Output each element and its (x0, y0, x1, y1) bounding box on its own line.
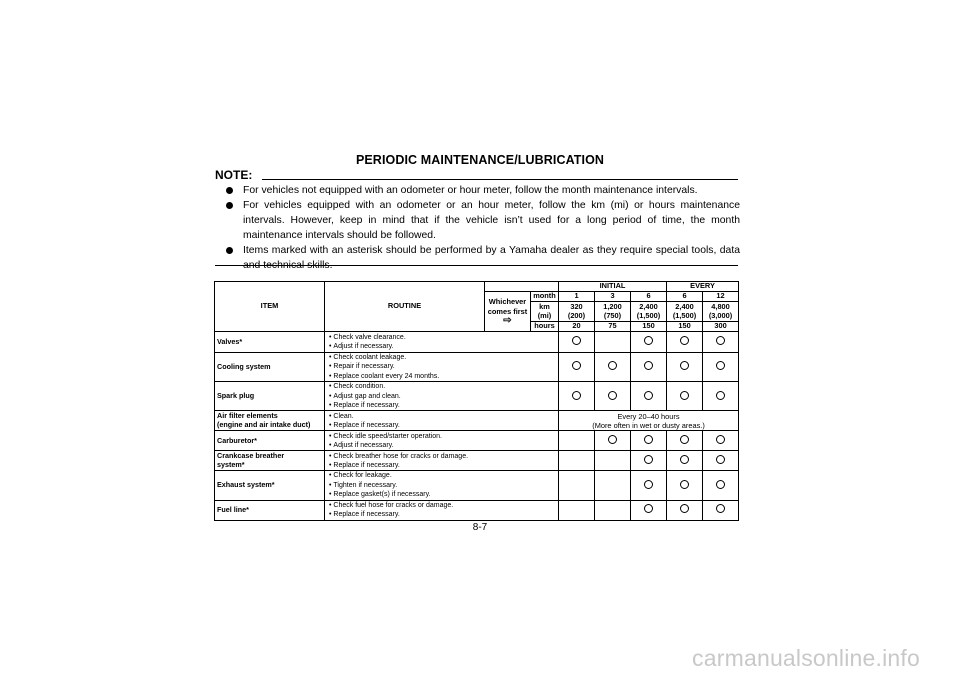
watermark: carmanualsonline.info (692, 645, 920, 671)
note-bottom-rule (215, 265, 738, 266)
interval-circle-icon (716, 455, 725, 464)
interval-circle-icon (644, 391, 653, 400)
interval-circle-icon (572, 336, 581, 345)
header-every: EVERY (667, 282, 739, 292)
maintenance-table: ITEM ROUTINE INITIAL EVERY Whichever comes first ⇨ month 1 3 6 6 12 km (mi) 320 (200) 1,200 (750) 2,400 (1,500) 2,400 (1,500) 4,800 (3,000) hours 20 75 150 150 300 Valves* • Check valve clearance. • Adjust if necessary. Cooling system • Check coolant leakage. • Repair if necessary. • Replace coolant every 24 months. Spark plug • Check condition. • Adjust gap and clean. • Replace if necessary. Air filter elements (engine and air intake duct) • Clean. • Replace if necessary. Every 20–40 hours (More often in wet or dusty areas.) Carburetor* • Check idle speed/starter operation. • Adjust if necessary. Crankcase breather system* • Check breather hose for cracks or damage. • Replace if necessary. Exhaust system* • Check for leakage. • Tighten if necessary. • Replace gasket(s) if necessary. Fuel line* • Check fuel hose for cracks or damage. • Replace if necessary. (214, 281, 739, 521)
table-row: Spark plug • Check condition. • Adjust gap and clean. • Replace if necessary. (215, 382, 739, 411)
page-title: PERIODIC MAINTENANCE/LUBRICATION (355, 153, 605, 167)
note-list (226, 183, 740, 273)
note-rule (262, 179, 738, 180)
table-row: Exhaust system* • Check for leakage. • Tighten if necessary. • Replace gasket(s) if necessary. (215, 471, 739, 500)
header-routine: ROUTINE (325, 282, 485, 332)
page-number: 8-7 (472, 522, 488, 533)
interval-circle-icon (572, 361, 581, 370)
interval-circle-icon (680, 336, 689, 345)
interval-circle-icon (644, 336, 653, 345)
interval-circle-icon (644, 435, 653, 444)
table-row: Cooling system • Check coolant leakage. • Repair if necessary. • Replace coolant every 24 months. (215, 353, 739, 382)
bullet-icon (226, 247, 233, 254)
interval-circle-icon (680, 504, 689, 513)
interval-circle-icon (680, 455, 689, 464)
interval-circle-icon (716, 435, 725, 444)
interval-circle-icon (644, 504, 653, 513)
table-row: Fuel line* • Check fuel hose for cracks or damage. • Replace if necessary. (215, 500, 739, 520)
interval-circle-icon (572, 391, 581, 400)
interval-circle-icon (608, 361, 617, 370)
interval-circle-icon (680, 361, 689, 370)
interval-circle-icon (680, 435, 689, 444)
interval-circle-icon (680, 391, 689, 400)
arrow-right-icon: ⇨ (503, 315, 512, 327)
interval-circle-icon (716, 336, 725, 345)
interval-note: Every 20–40 hours (More often in wet or dusty areas.) (559, 411, 739, 431)
interval-circle-icon (644, 480, 653, 489)
label-hours: hours (531, 322, 559, 332)
note-heading: NOTE: (215, 168, 253, 182)
note-item: Items marked with an asterisk should be performed by a Yamaha dealer as they require special tools, data and technical skills. (226, 243, 740, 273)
note-item: For vehicles not equipped with an odometer or hour meter, follow the month maintenance intervals. (226, 183, 740, 198)
interval-circle-icon (608, 391, 617, 400)
note-item: For vehicles equipped with an odometer or an hour meter, follow the km (mi) or hours maintenance intervals. However, keep in mind that if the vehicle isn’t used for a long period of time, the month maintenance intervals should be followed. (226, 198, 740, 243)
header-initial: INITIAL (559, 282, 667, 292)
label-month: month (531, 292, 559, 302)
table-row: Crankcase breather system* • Check breather hose for cracks or damage. • Replace if necessary. (215, 451, 739, 471)
table-row: Air filter elements (engine and air intake duct) • Clean. • Replace if necessary. Every 20–40 hours (More often in wet or dusty areas.) (215, 411, 739, 431)
interval-circle-icon (716, 480, 725, 489)
bullet-icon (226, 187, 233, 194)
interval-circle-icon (608, 435, 617, 444)
bullet-icon (226, 202, 233, 209)
interval-circle-icon (716, 361, 725, 370)
header-item: ITEM (215, 282, 325, 332)
table-row: Valves* • Check valve clearance. • Adjust if necessary. (215, 332, 739, 353)
label-km: km (mi) (531, 302, 559, 322)
interval-circle-icon (644, 455, 653, 464)
interval-circle-icon (716, 391, 725, 400)
interval-circle-icon (716, 504, 725, 513)
interval-circle-icon (644, 361, 653, 370)
header-whichever: Whichever comes first ⇨ (485, 292, 531, 332)
interval-circle-icon (680, 480, 689, 489)
table-row: Carburetor* • Check idle speed/starter operation. • Adjust if necessary. (215, 431, 739, 451)
